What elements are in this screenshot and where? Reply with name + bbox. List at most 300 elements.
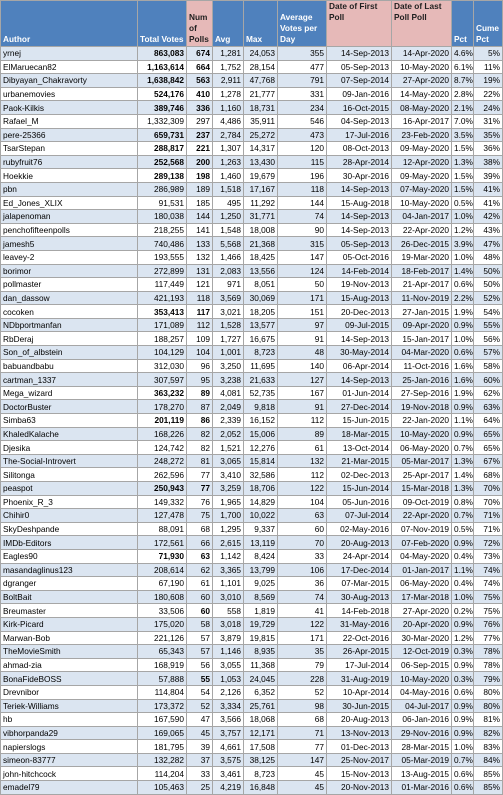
avg-cell: 3,021 — [213, 305, 244, 319]
author-cell: Son_of_albstein — [1, 346, 138, 360]
cume-pct-cell: 43% — [474, 223, 503, 237]
pct-cell: 6.1% — [452, 60, 474, 74]
avg-votes-per-day-cell: 473 — [278, 128, 327, 142]
avg-votes-per-day-cell: 91 — [278, 332, 327, 346]
cume-pct-cell: 83% — [474, 740, 503, 754]
pct-cell: 0.5% — [452, 522, 474, 536]
max-cell: 10,022 — [244, 509, 278, 523]
date-last-poll-cell: 22-Apr-2020 — [392, 509, 452, 523]
pct-cell: 1.1% — [452, 414, 474, 428]
date-first-poll-cell: 15-Jun-2015 — [327, 414, 392, 428]
max-cell: 18,205 — [244, 305, 278, 319]
avg-cell: 1,278 — [213, 87, 244, 101]
num-polls-cell: 133 — [187, 237, 213, 251]
date-first-poll-cell: 02-Dec-2013 — [327, 468, 392, 482]
avg-votes-per-day-cell: 112 — [278, 468, 327, 482]
date-last-poll-cell: 04-May-2020 — [392, 549, 452, 563]
avg-votes-per-day-cell: 167 — [278, 386, 327, 400]
total-votes-cell: 173,372 — [138, 699, 187, 713]
author-cell: Silitonga — [1, 468, 138, 482]
table-row — [1, 563, 503, 577]
cume-pct-cell: 55% — [474, 318, 503, 332]
date-first-poll-cell: 14-Feb-2014 — [327, 264, 392, 278]
author-cell: masandaglinus123 — [1, 563, 138, 577]
date-last-poll-cell: 19-Nov-2018 — [392, 400, 452, 414]
avg-cell: 1,101 — [213, 577, 244, 591]
date-first-poll-cell: 17-Jul-2014 — [327, 658, 392, 672]
cume-pct-cell: 31% — [474, 114, 503, 128]
cume-pct-cell: 39% — [474, 169, 503, 183]
avg-cell: 1,752 — [213, 60, 244, 74]
pct-cell: 0.3% — [452, 645, 474, 659]
num-polls-cell: 77 — [187, 468, 213, 482]
author-cell: borimor — [1, 264, 138, 278]
max-cell: 17,508 — [244, 740, 278, 754]
pct-cell: 0.2% — [452, 604, 474, 618]
date-first-poll-cell: 05-Oct-2016 — [327, 250, 392, 264]
table-row — [1, 753, 503, 767]
max-cell: 1,819 — [244, 604, 278, 618]
pct-cell: 1.3% — [452, 482, 474, 496]
max-cell: 19,679 — [244, 169, 278, 183]
date-first-poll-cell: 08-Oct-2013 — [327, 142, 392, 156]
pct-cell: 0.9% — [452, 713, 474, 727]
avg-cell: 1,528 — [213, 318, 244, 332]
avg-votes-per-day-cell: 144 — [278, 196, 327, 210]
table-row — [1, 210, 503, 224]
date-last-poll-cell: 07-Nov-2019 — [392, 522, 452, 536]
total-votes-cell: 104,129 — [138, 346, 187, 360]
num-polls-cell: 109 — [187, 332, 213, 346]
num-polls-cell: 54 — [187, 685, 213, 699]
date-first-poll-cell: 07-Sep-2014 — [327, 74, 392, 88]
avg-cell: 2,083 — [213, 264, 244, 278]
avg-votes-per-day-cell: 124 — [278, 264, 327, 278]
date-last-poll-cell: 10-May-2020 — [392, 196, 452, 210]
total-votes-cell: 167,590 — [138, 713, 187, 727]
total-votes-cell: 659,731 — [138, 128, 187, 142]
author-cell: dan_dassow — [1, 291, 138, 305]
avg-votes-per-day-cell: 74 — [278, 210, 327, 224]
max-cell: 11,368 — [244, 658, 278, 672]
total-votes-cell: 114,204 — [138, 767, 187, 781]
date-first-poll-cell: 15-Nov-2013 — [327, 767, 392, 781]
num-polls-cell: 674 — [187, 47, 213, 61]
max-cell: 12,276 — [244, 441, 278, 455]
num-polls-cell: 82 — [187, 427, 213, 441]
table-row — [1, 60, 503, 74]
cume-pct-cell: 52% — [474, 291, 503, 305]
author-cell: Simba63 — [1, 414, 138, 428]
date-first-poll-cell: 07-Mar-2015 — [327, 577, 392, 591]
pct-cell: 0.9% — [452, 726, 474, 740]
date-last-poll-cell: 04-Jul-2017 — [392, 699, 452, 713]
total-votes-cell: 353,413 — [138, 305, 187, 319]
date-first-poll-cell: 30-Aug-2013 — [327, 590, 392, 604]
date-last-poll-cell: 07-Feb-2020 — [392, 536, 452, 550]
date-first-poll-cell: 07-Jul-2014 — [327, 509, 392, 523]
avg-cell: 1,001 — [213, 346, 244, 360]
cume-pct-cell: 80% — [474, 685, 503, 699]
total-votes-cell: 171,089 — [138, 318, 187, 332]
date-last-poll-cell: 05-Mar-2017 — [392, 454, 452, 468]
table-row — [1, 631, 503, 645]
date-last-poll-cell: 30-Mar-2020 — [392, 631, 452, 645]
date-first-poll-cell: 31-Aug-2019 — [327, 672, 392, 686]
avg-cell: 3,575 — [213, 753, 244, 767]
author-cell: Djesika — [1, 441, 138, 455]
avg-votes-per-day-cell: 74 — [278, 590, 327, 604]
num-polls-cell: 189 — [187, 182, 213, 196]
date-first-poll-cell: 20-Dec-2013 — [327, 305, 392, 319]
avg-cell: 3,259 — [213, 482, 244, 496]
author-cell: pollmaster — [1, 278, 138, 292]
author-cell: BoltBait — [1, 590, 138, 604]
num-polls-cell: 66 — [187, 536, 213, 550]
avg-votes-per-day-cell: 151 — [278, 305, 327, 319]
author-cell: emadel79 — [1, 781, 138, 795]
date-last-poll-cell: 11-Oct-2016 — [392, 359, 452, 373]
table-row — [1, 114, 503, 128]
pct-cell: 0.6% — [452, 781, 474, 795]
author-cell: jamesh5 — [1, 237, 138, 251]
max-cell: 30,069 — [244, 291, 278, 305]
cume-pct-cell: 35% — [474, 128, 503, 142]
table-row — [1, 645, 503, 659]
num-polls-cell: 563 — [187, 74, 213, 88]
avg-cell: 3,879 — [213, 631, 244, 645]
author-cell: Breumaster — [1, 604, 138, 618]
avg-cell: 1,466 — [213, 250, 244, 264]
total-votes-cell: 286,989 — [138, 182, 187, 196]
author-cell: Chihir0 — [1, 509, 138, 523]
total-votes-cell: 1,332,309 — [138, 114, 187, 128]
avg-votes-per-day-cell: 122 — [278, 617, 327, 631]
avg-cell: 5,568 — [213, 237, 244, 251]
pct-cell: 0.9% — [452, 536, 474, 550]
avg-votes-per-day-cell: 50 — [278, 278, 327, 292]
total-votes-cell: 114,804 — [138, 685, 187, 699]
num-polls-cell: 68 — [187, 522, 213, 536]
cume-pct-cell: 65% — [474, 427, 503, 441]
avg-cell: 4,081 — [213, 386, 244, 400]
date-last-poll-cell: 06-May-2020 — [392, 441, 452, 455]
avg-cell: 1,295 — [213, 522, 244, 536]
cume-pct-cell: 19% — [474, 74, 503, 88]
author-cell: KhaledKalache — [1, 427, 138, 441]
total-votes-cell: 289,138 — [138, 169, 187, 183]
cume-pct-cell: 63% — [474, 400, 503, 414]
date-last-poll-cell: 25-Apr-2017 — [392, 468, 452, 482]
header-date-first-poll: Date of First Poll — [327, 1, 392, 47]
max-cell: 8,051 — [244, 278, 278, 292]
table-row — [1, 291, 503, 305]
avg-cell: 1,263 — [213, 155, 244, 169]
date-first-poll-cell: 27-Dec-2014 — [327, 400, 392, 414]
cume-pct-cell: 74% — [474, 563, 503, 577]
cume-pct-cell: 80% — [474, 699, 503, 713]
num-polls-cell: 47 — [187, 713, 213, 727]
max-cell: 35,911 — [244, 114, 278, 128]
author-cell: dgranger — [1, 577, 138, 591]
max-cell: 28,154 — [244, 60, 278, 74]
date-last-poll-cell: 15-Mar-2018 — [392, 482, 452, 496]
date-first-poll-cell: 15-Jun-2014 — [327, 482, 392, 496]
avg-votes-per-day-cell: 546 — [278, 114, 327, 128]
avg-votes-per-day-cell: 196 — [278, 169, 327, 183]
max-cell: 16,675 — [244, 332, 278, 346]
table-row — [1, 47, 503, 61]
avg-votes-per-day-cell: 98 — [278, 699, 327, 713]
num-polls-cell: 121 — [187, 278, 213, 292]
total-votes-cell: 307,597 — [138, 373, 187, 387]
date-last-poll-cell: 09-May-2020 — [392, 169, 452, 183]
pct-cell: 2.2% — [452, 291, 474, 305]
author-cell: jalapenoman — [1, 210, 138, 224]
total-votes-cell: 188,257 — [138, 332, 187, 346]
table-row — [1, 781, 503, 795]
cume-pct-cell: 78% — [474, 658, 503, 672]
num-polls-cell: 112 — [187, 318, 213, 332]
date-first-poll-cell: 30-May-2014 — [327, 346, 392, 360]
total-votes-cell: 149,332 — [138, 495, 187, 509]
total-votes-cell: 181,795 — [138, 740, 187, 754]
avg-votes-per-day-cell: 77 — [278, 740, 327, 754]
author-cell: cartman_1337 — [1, 373, 138, 387]
author-cell: Paok-Kilkis — [1, 101, 138, 115]
cume-pct-cell: 75% — [474, 604, 503, 618]
total-votes-cell: 863,083 — [138, 47, 187, 61]
author-cell: rubyfruit76 — [1, 155, 138, 169]
author-cell: cocoken — [1, 305, 138, 319]
avg-cell: 4,661 — [213, 740, 244, 754]
num-polls-cell: 60 — [187, 590, 213, 604]
table-row — [1, 522, 503, 536]
pct-cell: 0.9% — [452, 400, 474, 414]
date-first-poll-cell: 28-Apr-2014 — [327, 155, 392, 169]
max-cell: 24,053 — [244, 47, 278, 61]
table-row — [1, 740, 503, 754]
num-polls-cell: 132 — [187, 250, 213, 264]
avg-votes-per-day-cell: 45 — [278, 767, 327, 781]
date-last-poll-cell: 17-Mar-2018 — [392, 590, 452, 604]
avg-votes-per-day-cell: 234 — [278, 101, 327, 115]
max-cell: 8,424 — [244, 549, 278, 563]
table-row — [1, 182, 503, 196]
date-first-poll-cell: 05-Sep-2013 — [327, 237, 392, 251]
max-cell: 25,272 — [244, 128, 278, 142]
table-row — [1, 699, 503, 713]
num-polls-cell: 25 — [187, 781, 213, 795]
author-cell: The-Social-Introvert — [1, 454, 138, 468]
cume-pct-cell: 42% — [474, 210, 503, 224]
date-first-poll-cell: 18-Mar-2015 — [327, 427, 392, 441]
pct-cell: 1.1% — [452, 563, 474, 577]
avg-cell: 1,250 — [213, 210, 244, 224]
max-cell: 18,008 — [244, 223, 278, 237]
avg-cell: 558 — [213, 604, 244, 618]
date-last-poll-cell: 22-Jan-2020 — [392, 414, 452, 428]
avg-cell: 2,052 — [213, 427, 244, 441]
total-votes-cell: 172,561 — [138, 536, 187, 550]
date-first-poll-cell: 14-Sep-2013 — [327, 210, 392, 224]
total-votes-cell: 248,272 — [138, 454, 187, 468]
table-row — [1, 427, 503, 441]
pct-cell: 1.3% — [452, 454, 474, 468]
total-votes-cell: 389,746 — [138, 101, 187, 115]
avg-cell: 3,250 — [213, 359, 244, 373]
num-polls-cell: 336 — [187, 101, 213, 115]
avg-votes-per-day-cell: 36 — [278, 577, 327, 591]
table-row — [1, 536, 503, 550]
max-cell: 9,025 — [244, 577, 278, 591]
max-cell: 15,006 — [244, 427, 278, 441]
total-votes-cell: 288,817 — [138, 142, 187, 156]
avg-cell: 2,784 — [213, 128, 244, 142]
cume-pct-cell: 71% — [474, 522, 503, 536]
num-polls-cell: 81 — [187, 454, 213, 468]
max-cell: 8,935 — [244, 645, 278, 659]
pct-cell: 0.9% — [452, 699, 474, 713]
total-votes-cell: 1,163,614 — [138, 60, 187, 74]
avg-cell: 3,365 — [213, 563, 244, 577]
cume-pct-cell: 67% — [474, 454, 503, 468]
author-cell: NDbportmanfan — [1, 318, 138, 332]
date-last-poll-cell: 27-Apr-2020 — [392, 74, 452, 88]
avg-cell: 3,569 — [213, 291, 244, 305]
table-row — [1, 155, 503, 169]
max-cell: 18,731 — [244, 101, 278, 115]
date-last-poll-cell: 12-Apr-2020 — [392, 155, 452, 169]
pct-cell: 1.9% — [452, 305, 474, 319]
date-last-poll-cell: 27-Apr-2020 — [392, 604, 452, 618]
pct-cell: 7.0% — [452, 114, 474, 128]
pct-cell: 1.9% — [452, 386, 474, 400]
pct-cell: 0.6% — [452, 685, 474, 699]
avg-cell: 1,548 — [213, 223, 244, 237]
pct-cell: 0.6% — [452, 278, 474, 292]
num-polls-cell: 56 — [187, 658, 213, 672]
date-first-poll-cell: 09-Jan-2016 — [327, 87, 392, 101]
header-avg-votes-per-day: Average Votes per Day — [278, 1, 327, 47]
num-polls-cell: 60 — [187, 604, 213, 618]
date-first-poll-cell: 19-Nov-2013 — [327, 278, 392, 292]
table-row — [1, 250, 503, 264]
avg-cell: 1,727 — [213, 332, 244, 346]
date-first-poll-cell: 17-Jul-2016 — [327, 128, 392, 142]
cume-pct-cell: 85% — [474, 781, 503, 795]
cume-pct-cell: 60% — [474, 373, 503, 387]
table-row — [1, 468, 503, 482]
author-cell: DoctorBuster — [1, 400, 138, 414]
cume-pct-cell: 11% — [474, 60, 503, 74]
num-polls-cell: 96 — [187, 359, 213, 373]
author-cell: leavey-2 — [1, 250, 138, 264]
pct-cell: 0.7% — [452, 753, 474, 767]
avg-cell: 1,460 — [213, 169, 244, 183]
avg-votes-per-day-cell: 61 — [278, 441, 327, 455]
max-cell: 19,815 — [244, 631, 278, 645]
pct-cell: 3.5% — [452, 128, 474, 142]
date-first-poll-cell: 20-Aug-2013 — [327, 713, 392, 727]
total-votes-cell: 33,506 — [138, 604, 187, 618]
date-last-poll-cell: 04-Jan-2017 — [392, 210, 452, 224]
table-row — [1, 441, 503, 455]
date-first-poll-cell: 14-Sep-2013 — [327, 223, 392, 237]
max-cell: 13,119 — [244, 536, 278, 550]
table-row — [1, 577, 503, 591]
table-row — [1, 169, 503, 183]
max-cell: 21,633 — [244, 373, 278, 387]
cume-pct-cell: 62% — [474, 386, 503, 400]
total-votes-cell: 132,282 — [138, 753, 187, 767]
date-last-poll-cell: 20-Apr-2020 — [392, 617, 452, 631]
max-cell: 32,586 — [244, 468, 278, 482]
date-first-poll-cell: 01-Dec-2013 — [327, 740, 392, 754]
date-last-poll-cell: 05-Mar-2019 — [392, 753, 452, 767]
avg-votes-per-day-cell: 228 — [278, 672, 327, 686]
max-cell: 18,706 — [244, 482, 278, 496]
avg-votes-per-day-cell: 112 — [278, 414, 327, 428]
avg-cell: 3,055 — [213, 658, 244, 672]
max-cell: 13,556 — [244, 264, 278, 278]
avg-cell: 1,700 — [213, 509, 244, 523]
date-last-poll-cell: 16-Apr-2017 — [392, 114, 452, 128]
date-first-poll-cell: 06-Apr-2014 — [327, 359, 392, 373]
pct-cell: 1.2% — [452, 631, 474, 645]
num-polls-cell: 198 — [187, 169, 213, 183]
date-first-poll-cell: 14-Sep-2013 — [327, 182, 392, 196]
num-polls-cell: 77 — [187, 482, 213, 496]
date-last-poll-cell: 10-May-2020 — [392, 672, 452, 686]
avg-votes-per-day-cell: 41 — [278, 604, 327, 618]
author-cell: Rafael_M — [1, 114, 138, 128]
cume-pct-cell: 71% — [474, 509, 503, 523]
max-cell: 6,352 — [244, 685, 278, 699]
date-last-poll-cell: 22-Apr-2020 — [392, 223, 452, 237]
max-cell: 21,368 — [244, 237, 278, 251]
cume-pct-cell: 36% — [474, 142, 503, 156]
avg-votes-per-day-cell: 71 — [278, 726, 327, 740]
num-polls-cell: 37 — [187, 753, 213, 767]
avg-cell: 2,911 — [213, 74, 244, 88]
total-votes-cell: 124,742 — [138, 441, 187, 455]
avg-votes-per-day-cell: 120 — [278, 142, 327, 156]
header-date-last-poll: Date of Last Poll Poll — [392, 1, 452, 47]
author-cell: hb — [1, 713, 138, 727]
date-last-poll-cell: 12-Oct-2019 — [392, 645, 452, 659]
date-first-poll-cell: 20-Aug-2013 — [327, 536, 392, 550]
table-row — [1, 87, 503, 101]
cume-pct-cell: 76% — [474, 617, 503, 631]
date-first-poll-cell: 05-Jun-2016 — [327, 495, 392, 509]
author-cell: IMDb-Editors — [1, 536, 138, 550]
table-row — [1, 386, 503, 400]
max-cell: 17,167 — [244, 182, 278, 196]
total-votes-cell: 180,038 — [138, 210, 187, 224]
avg-cell: 1,160 — [213, 101, 244, 115]
table-row — [1, 346, 503, 360]
total-votes-cell: 88,091 — [138, 522, 187, 536]
pct-cell: 0.8% — [452, 495, 474, 509]
cume-pct-cell: 78% — [474, 645, 503, 659]
avg-votes-per-day-cell: 79 — [278, 658, 327, 672]
date-last-poll-cell: 13-Aug-2015 — [392, 767, 452, 781]
avg-votes-per-day-cell: 70 — [278, 536, 327, 550]
num-polls-cell: 55 — [187, 672, 213, 686]
author-cell: Phoenix_R_3 — [1, 495, 138, 509]
table-row — [1, 142, 503, 156]
